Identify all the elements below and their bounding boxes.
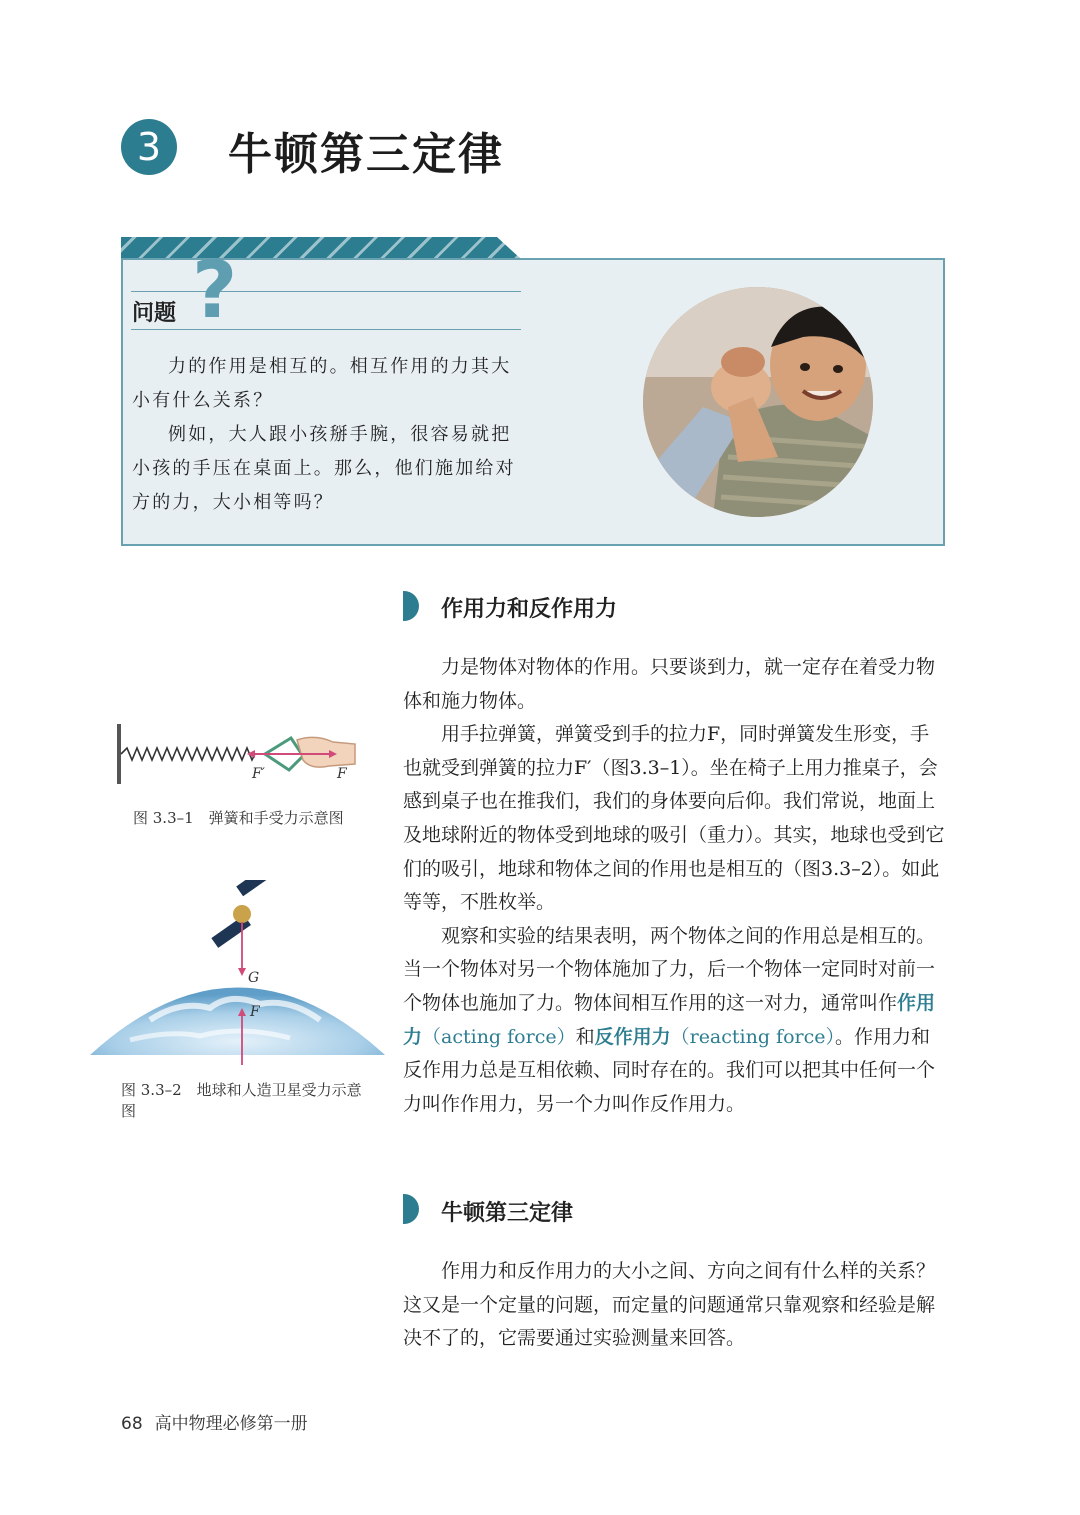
page-footer bbox=[121, 1409, 308, 1434]
question-paragraph-2: 例如，大人跟小孩掰手腕，很容易就把小孩的手压在桌面上。那么，他们施加给对方的力，大小相等吗？ bbox=[132, 424, 516, 513]
chapter-title: 牛顿第三定律 bbox=[228, 129, 504, 180]
label-f: F bbox=[250, 1004, 260, 1020]
section1-paragraph-1: 力是物体对物体的作用。只要谈到力，就一定存在着受力物体和施力物体。 bbox=[403, 656, 936, 712]
wall bbox=[117, 724, 121, 784]
section-marker-icon bbox=[403, 591, 419, 621]
satellite-icon bbox=[211, 880, 276, 948]
spring-coil bbox=[121, 748, 265, 760]
page-number: 68 bbox=[121, 1414, 143, 1434]
question-divider-bottom bbox=[131, 329, 521, 330]
spring-hand-figure bbox=[115, 722, 365, 792]
question-mark-icon: ? bbox=[192, 246, 238, 336]
question-paragraph-1: 力的作用是相互的。相互作用的力其大小有什么关系？ bbox=[132, 356, 512, 411]
term-acting-force: 作用力 bbox=[403, 991, 936, 1048]
section1-paragraph-3 bbox=[403, 920, 948, 1122]
book-title: 高中物理必修第一册 bbox=[154, 1414, 308, 1434]
term-reacting-force: 反作用力 bbox=[594, 1025, 671, 1048]
label-f-prime: F′ bbox=[252, 766, 265, 782]
section-title-newton-third-law: 牛顿第三定律 bbox=[441, 1201, 574, 1226]
term-acting-force-en: （acting force） bbox=[422, 1025, 576, 1048]
section-title-action-reaction: 作用力和反作用力 bbox=[441, 597, 618, 622]
label-f: F bbox=[337, 766, 347, 782]
figure1-caption: 图 3.3–1 弹簧和手受力示意图 bbox=[133, 809, 344, 827]
arm-wrestling-illustration bbox=[643, 287, 873, 517]
hand-icon bbox=[297, 737, 355, 767]
paragraph3-text-b: 和 bbox=[575, 1025, 595, 1048]
section2-body bbox=[403, 1255, 948, 1356]
section1-body bbox=[403, 651, 948, 1121]
paragraph3-text-c: 。作用力和反作用力总是互相依赖、同时存在的。我们可以把其中任何一个力叫作作用力，另一个力叫作反作用力。 bbox=[403, 1025, 936, 1115]
section2-paragraph-1: 作用力和反作用力的大小之间、方向之间有什么样的关系？这又是一个定量的问题，而定量的问题通常只靠观察和经验是解决不了的，它需要通过实验测量来回答。 bbox=[403, 1260, 936, 1350]
arrowhead-g bbox=[238, 968, 246, 976]
section1-paragraph-2: 用手拉弹簧，弹簧受到手的拉力F，同时弹簧发生形变，手也就受到弹簧的拉力F′（图3.3–1）。坐在椅子上用力推桌子，会感到桌子也在推我们，我们的身体要向后仰。我们常说，地面上及地球附近的物体受到地球的吸引（重力）。其实，地球也受到它们的吸引，地球和物体之间的作用也是相互的（图3.3–2）。如此等等，不胜枚举。 bbox=[403, 723, 945, 914]
term-reacting-force-en: （reacting force） bbox=[670, 1025, 835, 1048]
question-box-header-band bbox=[121, 237, 521, 259]
question-divider-top bbox=[131, 291, 521, 292]
earth-satellite-figure bbox=[90, 880, 385, 1070]
figure2-caption: 图 3.3–2 地球和人造卫星受力示意图 bbox=[121, 1081, 362, 1120]
question-text bbox=[132, 350, 524, 520]
question-label: 问题 bbox=[132, 301, 177, 326]
paragraph3-text-a: 观察和实验的结果表明，两个物体之间的作用总是相互的。当一个物体对另一个物体施加了力，后一个物体一定同时对前一个物体也施加了力。物体间相互作用的这一对力，通常叫作 bbox=[403, 924, 936, 1014]
label-g: G bbox=[248, 970, 260, 986]
section-marker-icon bbox=[403, 1194, 419, 1224]
chapter-number-badge: 3 bbox=[121, 119, 177, 175]
arm-wrestling-photo bbox=[643, 287, 873, 517]
